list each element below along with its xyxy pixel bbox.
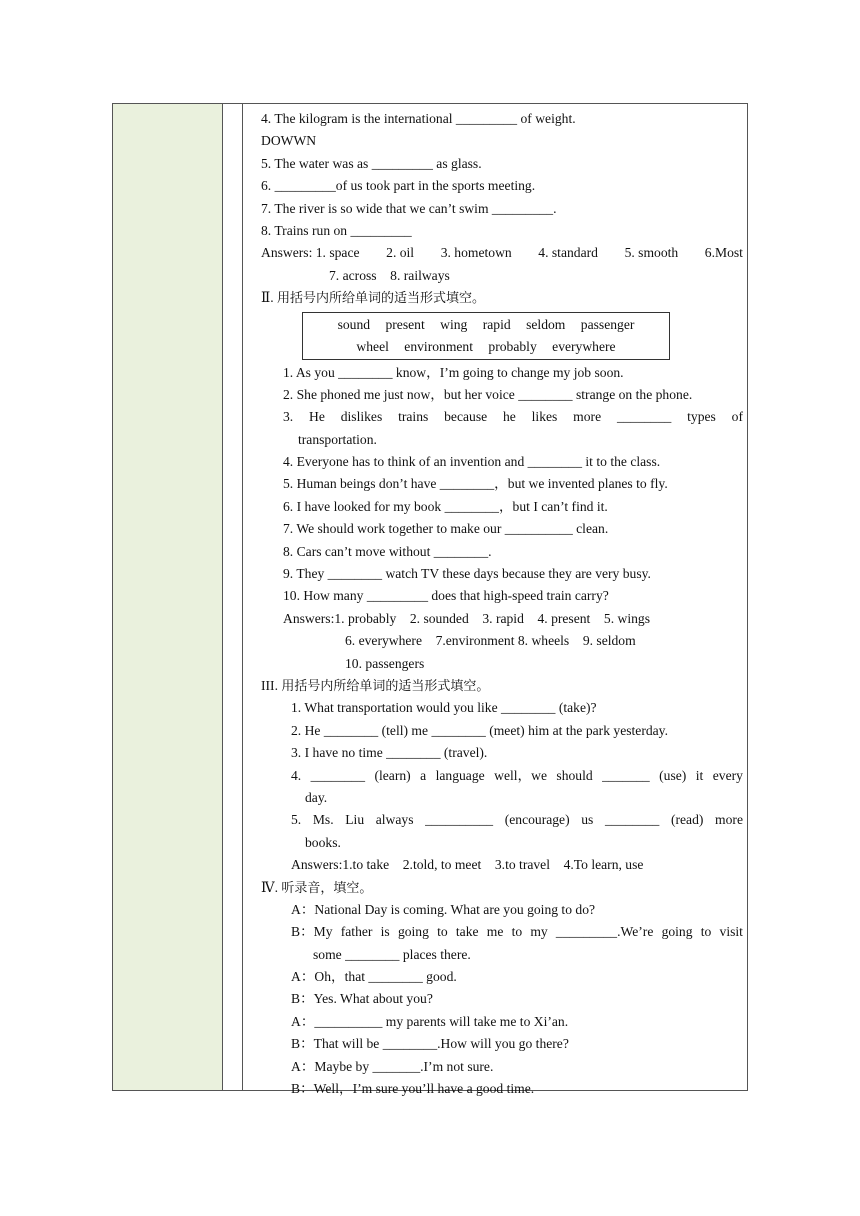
word: well，we — [494, 767, 547, 783]
word: _______ — [602, 767, 650, 783]
question: 8. Cars can’t move without ________. — [283, 543, 492, 559]
dialogue-line: A：Oh，that ________ good. — [291, 969, 457, 985]
section-instruction: 用括号内所给单词的适当形式填空。 — [281, 678, 490, 694]
word-bank-word: everywhere — [552, 338, 616, 354]
part-i-line: 4. The kilogram is the international _________ of weight. — [261, 111, 576, 126]
word: _________.We’re — [555, 924, 654, 940]
dialogue-line: A：Maybe by _______.I’m not sure. — [291, 1058, 494, 1074]
word-bank-word: probably — [488, 338, 537, 354]
worksheet-table — [112, 103, 748, 1097]
question: 2. She phoned me just now，but her voice ________ strange on the phone. — [283, 386, 693, 402]
question — [261, 406, 743, 428]
word: to — [700, 924, 712, 940]
word: to — [511, 924, 523, 940]
word-bank-word: passenger — [580, 316, 635, 332]
part-iii-heading — [261, 675, 743, 697]
word: Ms. — [312, 812, 334, 828]
question: 4. Everyone has to think of an invention and ________ it to the class. — [283, 454, 661, 470]
question — [261, 765, 743, 787]
question-cont: day. — [305, 789, 328, 805]
word: likes — [531, 409, 558, 425]
word: 5. — [291, 812, 302, 828]
section-instruction: 用括号内所给单词的适当形式填空。 — [277, 291, 486, 307]
answer-item: 3. hometown — [440, 245, 512, 261]
word: He — [309, 409, 325, 425]
answers: Answers:1. probably 2. sounded 3. rapid 4. present 5. wings — [283, 610, 650, 626]
word: ________ — [604, 812, 660, 828]
answer-item: 6.Most — [704, 245, 743, 261]
part-i-line: 5. The water was as _________ as glass. — [261, 155, 482, 171]
dialogue-line — [261, 921, 743, 943]
word: visit — [719, 924, 743, 940]
word: it — [695, 767, 704, 783]
word: more — [573, 409, 602, 425]
word: language — [435, 767, 485, 783]
word: 4. — [291, 767, 302, 783]
question: 10. How many _________ does that high-speed train carry? — [283, 588, 609, 604]
question: 1. What transportation would you like ________ (take)? — [291, 700, 597, 716]
word-bank-word: wheel — [356, 338, 389, 354]
part-i-line: 7. The river is so wide that we can’t swim _________. — [261, 200, 557, 216]
word-bank-box — [302, 312, 670, 360]
part-i-line: 8. Trains run on _________ — [261, 222, 412, 238]
word: B：My — [291, 924, 333, 940]
word-bank-word: present — [385, 316, 425, 332]
section-instruction: 听录音，填空。 — [281, 880, 373, 896]
dialogue-line: A：National Day is coming. What are you going to do? — [291, 901, 596, 917]
word: ________ — [616, 409, 672, 425]
word: 3. — [283, 409, 294, 425]
word: (use) — [659, 767, 687, 783]
word: a — [420, 767, 427, 783]
word: always — [375, 812, 414, 828]
word-bank-word: sound — [337, 316, 371, 332]
word: of — [731, 409, 743, 425]
word: (encourage) — [504, 812, 570, 828]
word: trains — [398, 409, 429, 425]
dialogue-cont: some ________ places there. — [313, 946, 471, 962]
dialogue-line: B：That will be ________.How will you go there? — [291, 1036, 569, 1052]
question: 6. I have looked for my book ________，but I can’t find it. — [283, 498, 608, 514]
part-i-answers — [261, 242, 743, 264]
worksheet-content — [261, 108, 743, 1100]
question-cont: books. — [305, 834, 341, 850]
word: (learn) — [374, 767, 411, 783]
part-i-line: 6. _________of us took part in the sports meeting. — [261, 178, 536, 194]
word: he — [502, 409, 516, 425]
word: (read) — [670, 812, 704, 828]
question: 5. Human beings don’t have ________，but we invented planes to fly. — [283, 476, 668, 492]
part-i-answers-cont: 7. across 8. railways — [329, 267, 450, 283]
question-cont: transportation. — [298, 431, 377, 447]
word: Liu — [345, 812, 365, 828]
word-bank-row — [303, 336, 669, 358]
section-number: Ⅱ. — [261, 290, 274, 306]
question: 2. He ________ (tell) me ________ (meet) him at the park yesterday. — [291, 722, 668, 738]
section-number: Ⅳ. — [261, 879, 278, 895]
dialogue-line: A：__________ my parents will take me to Xi’an. — [291, 1013, 569, 1029]
word: us — [581, 812, 594, 828]
word: ________ — [310, 767, 366, 783]
answers-cont: 10. passengers — [345, 655, 425, 671]
answer-item: 5. smooth — [624, 245, 679, 261]
left-column-shaded — [113, 104, 223, 1090]
question: 7. We should work together to make our __________ clean. — [283, 521, 609, 537]
dialogue-line: B：Yes. What about you? — [291, 991, 433, 1007]
answers: Answers:1.to take 2.told, to meet 3.to travel 4.To learn, use — [291, 857, 644, 873]
answers-cont: 6. everywhere 7.environment 8. wheels 9. seldom — [345, 633, 636, 649]
word: my — [530, 924, 548, 940]
question: 9. They ________ watch TV these days because they are very busy. — [283, 566, 651, 582]
word: father — [340, 924, 373, 940]
part-i-line: DOWWN — [261, 133, 317, 149]
word: is — [380, 924, 390, 940]
word-bank-word: rapid — [482, 316, 511, 332]
word: __________ — [425, 812, 494, 828]
word: should — [556, 767, 593, 783]
question — [261, 809, 743, 831]
question: 3. I have no time ________ (travel). — [291, 745, 488, 761]
word: me — [486, 924, 504, 940]
word-bank-row — [303, 314, 669, 336]
word-bank-word: seldom — [526, 316, 566, 332]
word: to — [437, 924, 448, 940]
word: every — [712, 767, 743, 783]
section-number: III. — [261, 677, 278, 693]
word-bank-word: wing — [440, 316, 468, 332]
part-ii-heading — [261, 287, 743, 309]
word: going — [397, 924, 429, 940]
middle-column — [223, 104, 243, 1090]
word: dislikes — [340, 409, 383, 425]
word-bank-word: environment — [404, 338, 474, 354]
word: going — [661, 924, 693, 940]
dialogue-line: B：Well，I’m sure you’ll have a good time. — [291, 1081, 535, 1097]
answer-item: 4. standard — [538, 245, 598, 261]
answer-item: 2. oil — [386, 245, 415, 261]
word: types — [687, 409, 716, 425]
question: 1. As you ________ know，I’m going to change my job soon. — [283, 364, 624, 380]
word: because — [444, 409, 488, 425]
word: take — [455, 924, 479, 940]
part-iv-heading — [261, 877, 743, 899]
answer-item: Answers: 1. space — [261, 245, 360, 261]
word: more — [715, 812, 743, 828]
